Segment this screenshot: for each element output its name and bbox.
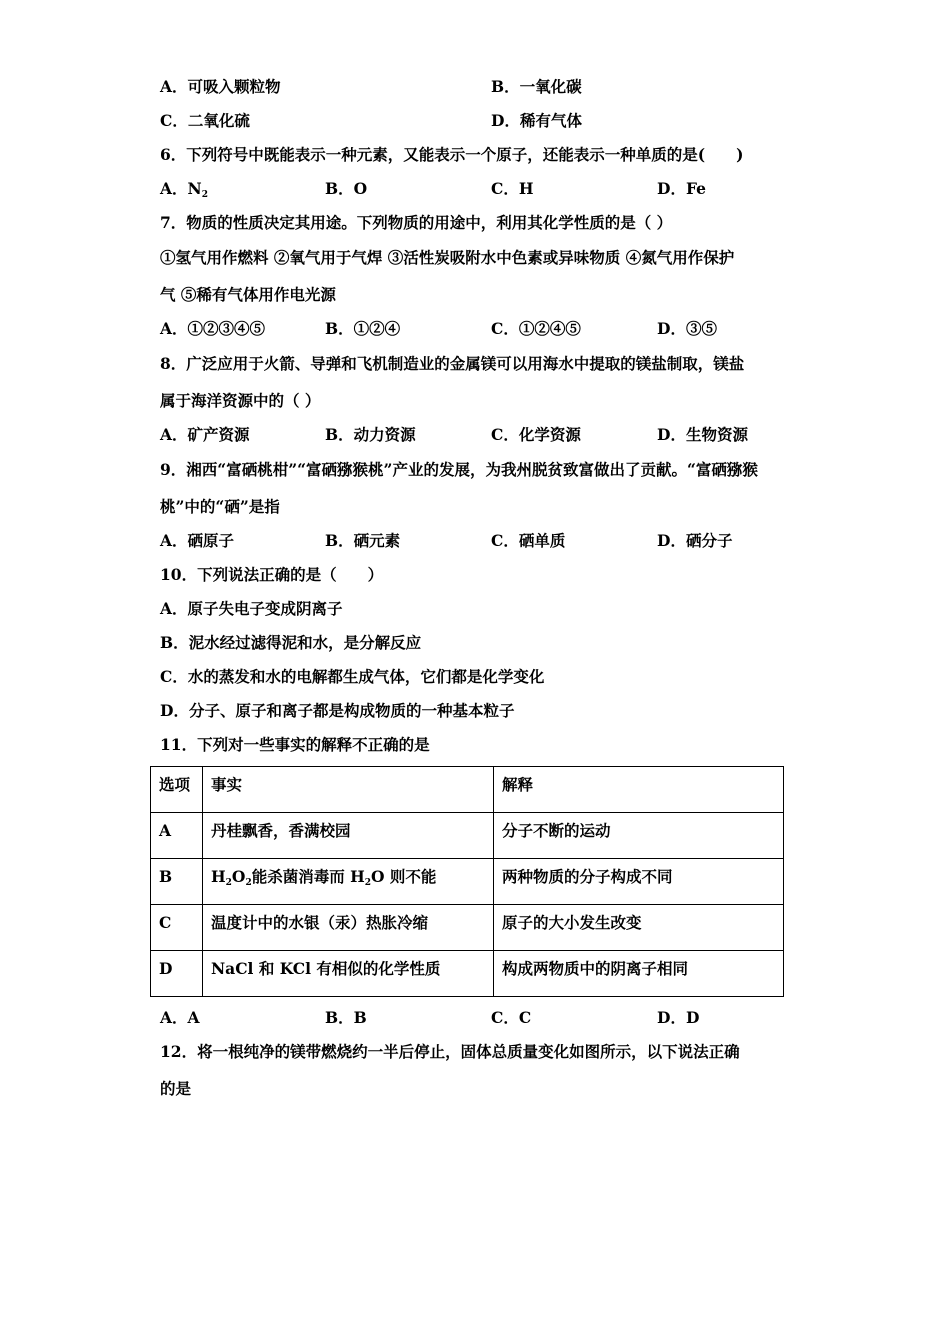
row-option: C: [151, 905, 203, 951]
q7-option-d: D．③⑤: [657, 319, 717, 338]
q7-option-b: B．①②④: [325, 319, 401, 338]
q12-stem-line2: 的是: [160, 1079, 192, 1098]
q5-option-b: B．一氧化碳: [491, 77, 582, 96]
q11-option-b: B．B: [325, 1008, 367, 1027]
row-explanation: 两种物质的分子构成不同: [494, 859, 784, 905]
q9-option-b: B．硒元素: [325, 531, 401, 550]
q12-stem-line1: 12．将一根纯净的镁带燃烧约一半后停止，固体总质量变化如图所示，以下说法正确: [160, 1042, 740, 1061]
q11-table: [150, 766, 784, 997]
q5-option-a: A．可吸入颗粒物: [160, 77, 281, 96]
table-row: [151, 951, 784, 997]
q11-option-a: A．A: [160, 1008, 200, 1027]
q7-items-line2: 气 ⑤稀有气体用作电光源: [160, 285, 336, 304]
header-explanation: 解释: [494, 767, 784, 813]
q8-option-d: D．生物资源: [657, 425, 748, 444]
q6-stem: 6．下列符号中既能表示一种元素，又能表示一个原子，还能表示一种单质的是( ): [160, 145, 744, 164]
q8-option-b: B．动力资源: [325, 425, 416, 444]
q9-option-a: A．硒原子: [160, 531, 235, 550]
q6-option-b: B．O: [325, 179, 368, 198]
formula-text: O: [231, 867, 246, 886]
q10-stem: 10．下列说法正确的是（ ）: [160, 565, 384, 584]
q8-stem-line2: 属于海洋资源中的（ ）: [160, 391, 321, 410]
q5-option-d: D．稀有气体: [491, 111, 582, 130]
row-explanation: 原子的大小发生改变: [494, 905, 784, 951]
formula-text: O 则不能: [371, 867, 437, 886]
q9-option-d: D．硒分子: [657, 531, 733, 550]
table-row: [151, 859, 784, 905]
q6-option-d: D．Fe: [657, 179, 706, 198]
row-fact: NaCl 和 KCl 有相似的化学性质: [203, 951, 494, 997]
q6-option-c: C．H: [491, 179, 534, 198]
q8-option-c: C．化学资源: [491, 425, 581, 444]
q11-option-d: D．D: [657, 1008, 700, 1027]
header-fact: 事实: [203, 767, 494, 813]
q10-option-a: A．原子失电子变成阴离子: [160, 599, 343, 618]
header-option: 选项: [151, 767, 203, 813]
q11-option-c: C．C: [491, 1008, 532, 1027]
row-fact: [203, 859, 494, 905]
q6-option-a: [160, 179, 208, 199]
row-option: B: [151, 859, 203, 905]
table-row: [151, 905, 784, 951]
formula-text: H: [211, 867, 226, 886]
q6-option-a-subscript: 2: [201, 190, 208, 200]
q7-stem: 7．物质的性质决定其用途。下列物质的用途中，利用其化学性质的是（ ）: [160, 213, 673, 232]
formula-subscript: 2: [364, 878, 372, 888]
q7-option-c: C．①②④⑤: [491, 319, 581, 338]
row-option: D: [151, 951, 203, 997]
q9-option-c: C．硒单质: [491, 531, 566, 550]
q9-stem-line1: 9．湘西“富硒桃柑”“富硒猕猴桃”产业的发展，为我州脱贫致富做出了贡献。“富硒猕猴: [160, 460, 758, 479]
q5-option-c: C．二氧化硫: [160, 111, 250, 130]
row-fact: 丹桂飘香，香满校园: [203, 813, 494, 859]
row-explanation: 分子不断的运动: [494, 813, 784, 859]
table-header-row: [151, 767, 784, 813]
formula-subscript: 2: [225, 878, 232, 888]
row-explanation: 构成两物质中的阴离子相同: [494, 951, 784, 997]
q7-option-a: A．①②③④⑤: [160, 319, 266, 338]
formula-subscript: 2: [245, 878, 252, 888]
row-fact: 温度计中的水银（汞）热胀冷缩: [203, 905, 494, 951]
q7-items-line1: ①氢气用作燃料 ②氧气用于气焊 ③活性炭吸附水中色素或异味物质 ④氮气用作保护: [160, 248, 735, 267]
q11-stem: 11．下列对一些事实的解释不正确的是: [160, 735, 430, 754]
row-option: A: [151, 813, 203, 859]
q10-option-c: C．水的蒸发和水的电解都生成气体，它们都是化学变化: [160, 667, 545, 686]
q8-option-a: A．矿产资源: [160, 425, 250, 444]
q10-option-b: B．泥水经过滤得泥和水，是分解反应: [160, 633, 422, 652]
formula-text: 能杀菌消毒而 H: [251, 867, 365, 886]
table-row: [151, 813, 784, 859]
q9-stem-line2: 桃”中的“硒”是指: [160, 497, 280, 516]
q8-stem-line1: 8．广泛应用于火箭、导弹和飞机制造业的金属镁可以用海水中提取的镁盐制取，镁盐: [160, 354, 745, 373]
q6-option-a-text: A．N: [160, 179, 202, 198]
q10-option-d: D．分子、原子和离子都是构成物质的一种基本粒子: [160, 701, 515, 720]
